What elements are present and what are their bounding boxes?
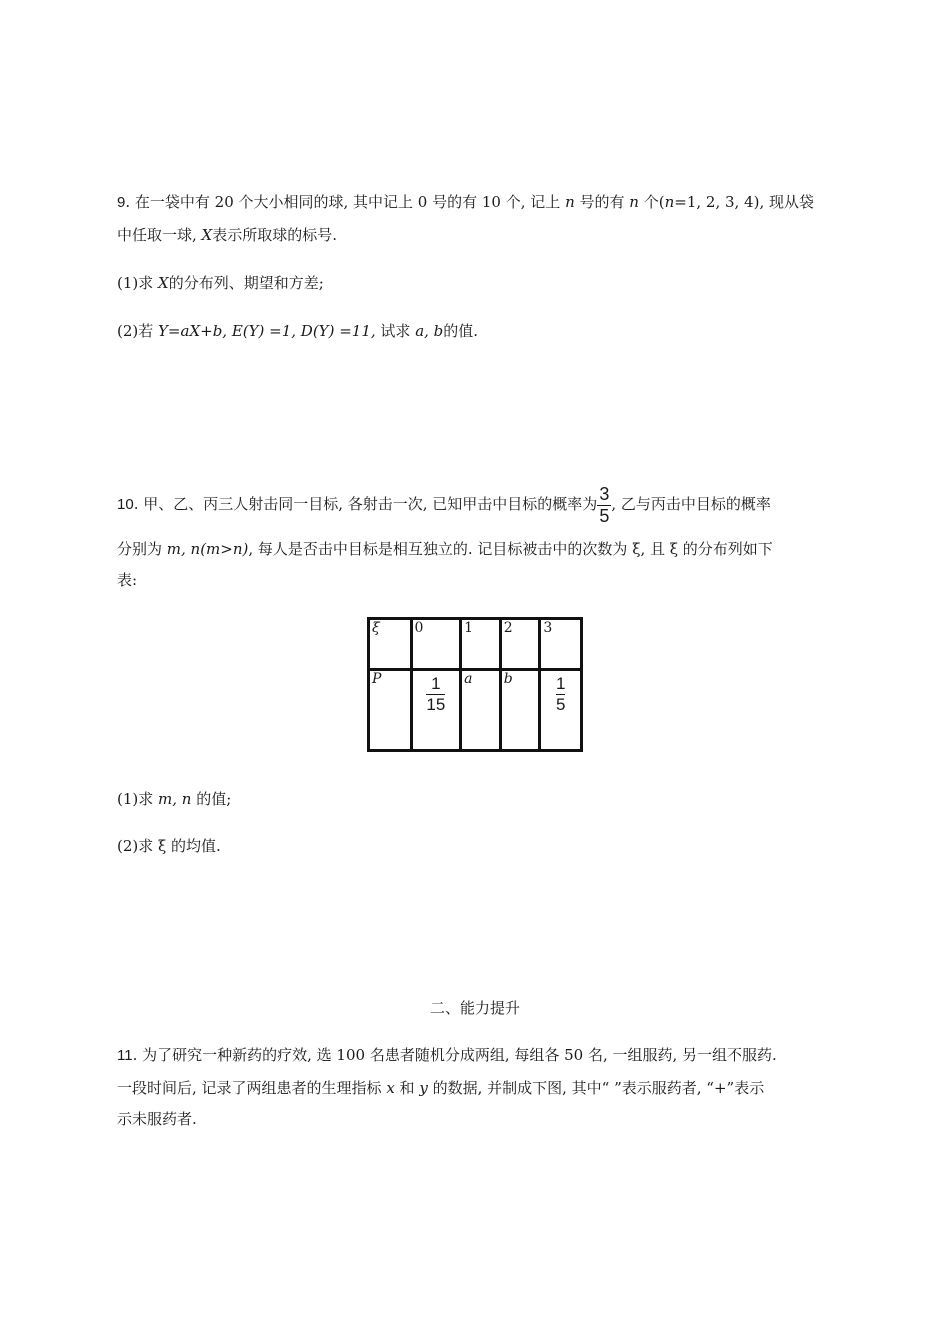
q10-line-2: 分别为 m, n(m>n), 每人是否击中目标是相互独立的. 记目标被击中的次数为 ξ, 且 ξ 的分布列如下 xyxy=(117,540,773,558)
q10-part-1: (1)求 m, n 的值; xyxy=(117,790,232,808)
q9-line-2: 中任取一球, X表示所取球的标号. xyxy=(117,226,338,244)
q10-line-3: 表: xyxy=(117,571,138,589)
q11-line-2: 一段时间后, 记录了两组患者的生理指标 x 和 y 的数据, 并制成下图, 其中“ ”表示服药者, “+”表示 xyxy=(117,1079,765,1097)
table-cell-p1: a xyxy=(461,670,501,751)
table-cell-xi: ξ xyxy=(369,619,412,670)
distribution-table xyxy=(367,617,583,752)
q9-line-1: 9. 在一袋中有 20 个大小相同的球, 其中记上 0 号的有 10 个, 记上 n 号的有 n 个(n=1, 2, 3, 4), 现从袋 xyxy=(117,193,814,211)
q9-part-2: (2)若 Y=aX+b, E(Y) =1, D(Y) =11, 试求 a, b的值. xyxy=(117,322,479,340)
table-cell-1: 1 xyxy=(461,619,501,670)
q10-number: 10 xyxy=(117,496,134,513)
table-cell-p3 xyxy=(540,670,582,751)
table-cell-3: 3 xyxy=(540,619,582,670)
table-cell-p0 xyxy=(411,670,461,751)
fraction-three-fifths: $\frac{3}{5}$ xyxy=(599,483,610,526)
table-row-xi xyxy=(369,619,582,670)
table-row-p xyxy=(369,670,582,751)
table-cell-2: 2 xyxy=(500,619,540,670)
q10-line-1: 10. 甲、乙、丙三人射击同一目标, 各射击一次, 已知甲击中目标的概率为 $\frac{3}{5}$ , 乙与丙击中目标的概率 xyxy=(117,483,771,526)
q9-part-1: (1)求 X的分布列、期望和方差; xyxy=(117,274,324,292)
fraction-one-fifth: $\frac{1}{5}$ xyxy=(555,674,566,714)
fraction-one-fifteenth: $\frac{1}{15}$ xyxy=(426,674,446,714)
q9-number: 9 xyxy=(117,194,126,211)
table-cell-p-label: P xyxy=(369,670,412,751)
q11-line-3: 示未服药者. xyxy=(117,1110,197,1128)
q11-line-1: 11. 为了研究一种新药的疗效, 选 100 名患者随机分成两组, 每组各 50 名, 一组服药, 另一组不服药. xyxy=(117,1046,777,1064)
section-heading: 二、能力提升 xyxy=(429,999,520,1017)
table-cell-p2: b xyxy=(500,670,540,751)
q11-number: 11 xyxy=(117,1047,133,1064)
q10-part-2: (2)求 ξ 的均值. xyxy=(117,837,221,855)
table-cell-0: 0 xyxy=(411,619,461,670)
